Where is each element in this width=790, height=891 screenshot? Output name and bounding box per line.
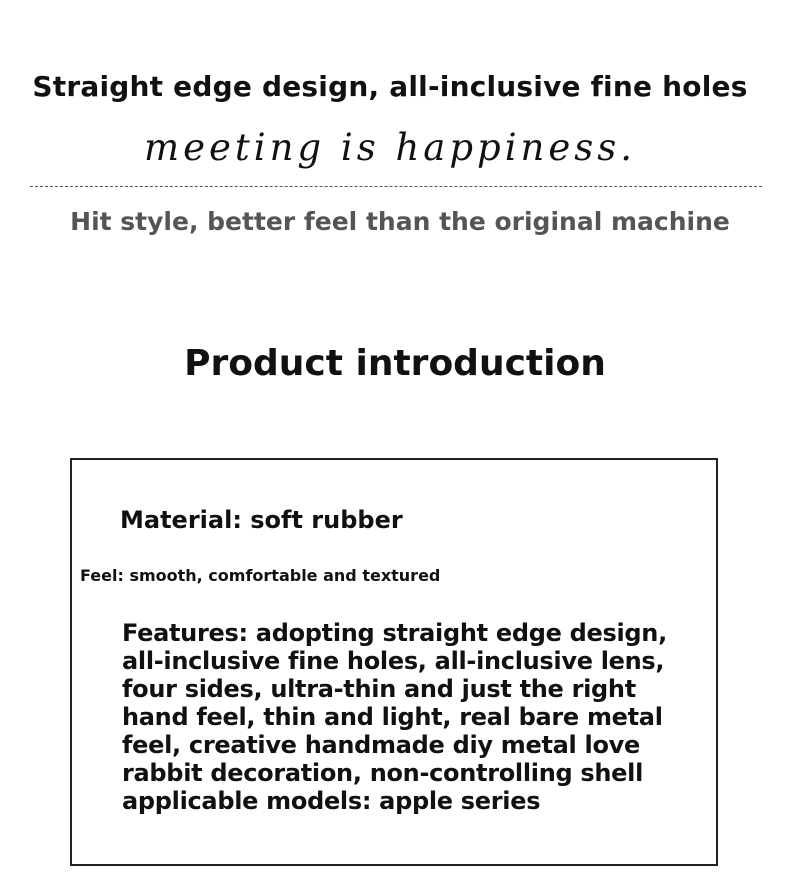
dashed-divider xyxy=(30,186,762,187)
headline: Straight edge design, all-inclusive fine holes xyxy=(32,70,748,103)
product-details-box xyxy=(70,458,718,866)
script-tagline: meeting is happiness. xyxy=(144,126,636,169)
section-title: Product introduction xyxy=(184,343,606,384)
material-text: Material: soft rubber xyxy=(120,506,403,534)
features-text: Features: adopting straight edge design, all-inclusive fine holes, all-inclusive lens, four sides, ultra-thin and just the right hand feel, thin and light, real bare metal feel, creative handmade diy metal love rabbit decoration, non-controlling shell applicable models: apple series xyxy=(122,619,667,815)
feel-text: Feel: smooth, comfortable and textured xyxy=(80,566,441,585)
subheadline: Hit style, better feel than the original machine xyxy=(70,207,730,236)
